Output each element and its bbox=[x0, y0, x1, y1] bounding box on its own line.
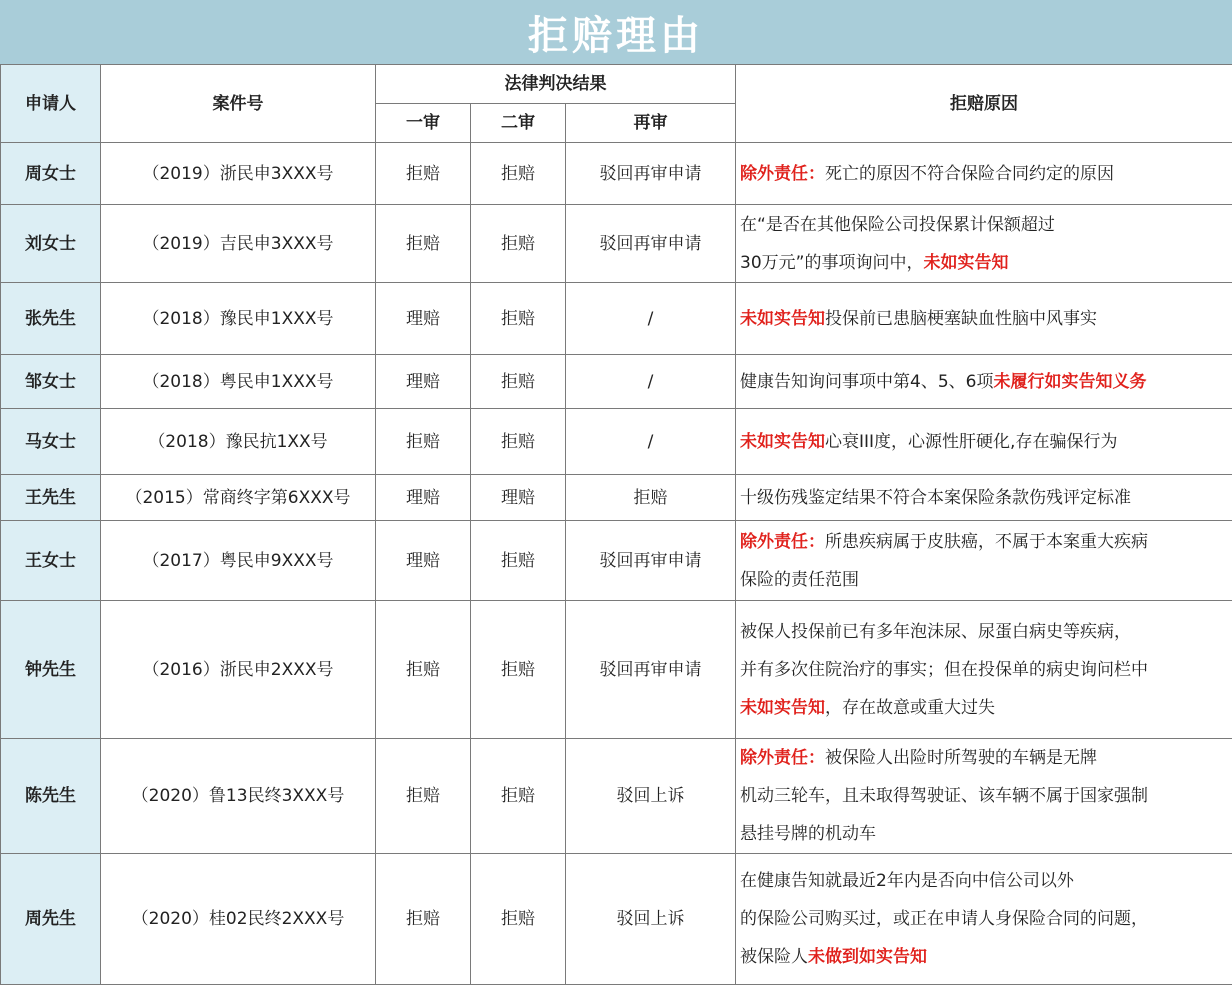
reason-highlight: 除外责任： bbox=[740, 532, 825, 552]
first-trial-cell: 理赔 bbox=[376, 475, 471, 521]
reason-text: 在“是否在其他保险公司投保累计保额超过 bbox=[740, 215, 1055, 235]
reason-text: 机动三轮车，且未取得驾驶证、该车辆不属于国家强制 bbox=[740, 786, 1148, 806]
applicant-cell: 王女士 bbox=[1, 521, 101, 601]
retrial-cell: / bbox=[566, 355, 736, 409]
retrial-cell: 驳回再审申请 bbox=[566, 143, 736, 205]
first-trial-cell: 拒赔 bbox=[376, 205, 471, 283]
table-row bbox=[1, 521, 1232, 601]
reason-highlight: 未做到如实告知 bbox=[808, 947, 927, 967]
table-row bbox=[1, 355, 1232, 409]
header-applicant: 申请人 bbox=[1, 65, 101, 143]
header-legal-result: 法律判决结果 bbox=[376, 65, 736, 104]
retrial-cell: 驳回再审申请 bbox=[566, 601, 736, 739]
first-trial-cell: 拒赔 bbox=[376, 601, 471, 739]
reason-text: 十级伤残鉴定结果不符合本案保险条款伤残评定标准 bbox=[740, 488, 1131, 508]
reason-highlight: 未如实告知 bbox=[740, 309, 825, 329]
table-row bbox=[1, 601, 1232, 739]
retrial-cell: / bbox=[566, 283, 736, 355]
applicant-cell: 王先生 bbox=[1, 475, 101, 521]
second-trial-cell: 拒赔 bbox=[471, 739, 566, 854]
reason-cell bbox=[736, 601, 1232, 739]
second-trial-cell: 拒赔 bbox=[471, 205, 566, 283]
reason-text: 投保前已患脑梗塞缺血性脑中风事实 bbox=[825, 309, 1097, 329]
reason-text: 健康告知询问事项中第4、5、6项 bbox=[740, 372, 993, 392]
table-row bbox=[1, 283, 1232, 355]
second-trial-cell: 拒赔 bbox=[471, 355, 566, 409]
retrial-cell: 拒赔 bbox=[566, 475, 736, 521]
case-number-cell: （2020）鲁13民终3XXX号 bbox=[101, 739, 376, 854]
reason-text: 保险的责任范围 bbox=[740, 570, 859, 590]
applicant-cell: 马女士 bbox=[1, 409, 101, 475]
reason-cell bbox=[736, 854, 1232, 985]
reason-text: 并有多次住院治疗的事实；但在投保单的病史询问栏中 bbox=[740, 660, 1148, 680]
reason-text: 30万元”的事项询问中， bbox=[740, 253, 923, 273]
retrial-cell: 驳回再审申请 bbox=[566, 521, 736, 601]
second-trial-cell: 理赔 bbox=[471, 475, 566, 521]
first-trial-cell: 拒赔 bbox=[376, 739, 471, 854]
applicant-cell: 陈先生 bbox=[1, 739, 101, 854]
reason-text: ，存在故意或重大过失 bbox=[825, 698, 995, 718]
reason-text: 被保险人 bbox=[740, 947, 808, 967]
reason-text: 死亡的原因不符合保险合同约定的原因 bbox=[825, 164, 1114, 184]
reason-highlight: 未履行如实告知义务 bbox=[993, 372, 1146, 392]
case-number-cell: （2019）吉民申3XXX号 bbox=[101, 205, 376, 283]
case-number-cell: （2017）粤民申9XXX号 bbox=[101, 521, 376, 601]
applicant-cell: 邹女士 bbox=[1, 355, 101, 409]
reason-highlight: 未如实告知 bbox=[923, 253, 1008, 273]
reason-text: 的保险公司购买过，或正在申请人身保险合同的问题， bbox=[740, 909, 1148, 929]
case-number-cell: （2016）浙民申2XXX号 bbox=[101, 601, 376, 739]
case-number-cell: （2020）桂02民终2XXX号 bbox=[101, 854, 376, 985]
header-second-trial: 二审 bbox=[471, 104, 566, 143]
retrial-cell: / bbox=[566, 409, 736, 475]
first-trial-cell: 理赔 bbox=[376, 355, 471, 409]
second-trial-cell: 拒赔 bbox=[471, 283, 566, 355]
header-reason: 拒赔原因 bbox=[736, 65, 1232, 143]
second-trial-cell: 拒赔 bbox=[471, 854, 566, 985]
reason-cell bbox=[736, 143, 1232, 205]
title-bar bbox=[0, 0, 1232, 64]
second-trial-cell: 拒赔 bbox=[471, 409, 566, 475]
reason-cell bbox=[736, 521, 1232, 601]
applicant-cell: 钟先生 bbox=[1, 601, 101, 739]
applicant-cell: 周女士 bbox=[1, 143, 101, 205]
first-trial-cell: 理赔 bbox=[376, 521, 471, 601]
case-number-cell: （2019）浙民申3XXX号 bbox=[101, 143, 376, 205]
first-trial-cell: 拒赔 bbox=[376, 854, 471, 985]
table-row bbox=[1, 854, 1232, 985]
first-trial-cell: 拒赔 bbox=[376, 143, 471, 205]
header-retrial: 再审 bbox=[566, 104, 736, 143]
table-row bbox=[1, 143, 1232, 205]
reason-cell bbox=[736, 475, 1232, 521]
header-first-trial: 一审 bbox=[376, 104, 471, 143]
second-trial-cell: 拒赔 bbox=[471, 143, 566, 205]
header-case-no: 案件号 bbox=[101, 65, 376, 143]
reason-text: 心衰III度，心源性肝硬化,存在骗保行为 bbox=[825, 432, 1117, 452]
retrial-cell: 驳回上诉 bbox=[566, 739, 736, 854]
claims-table bbox=[0, 64, 1232, 985]
case-number-cell: （2018）豫民申1XXX号 bbox=[101, 283, 376, 355]
case-number-cell: （2015）常商终字第6XXX号 bbox=[101, 475, 376, 521]
reason-text: 所患疾病属于皮肤癌，不属于本案重大疾病 bbox=[825, 532, 1148, 552]
reason-text: 悬挂号牌的机动车 bbox=[740, 824, 876, 844]
applicant-cell: 周先生 bbox=[1, 854, 101, 985]
reason-cell bbox=[736, 739, 1232, 854]
table-body bbox=[1, 143, 1232, 985]
case-number-cell: （2018）粤民申1XXX号 bbox=[101, 355, 376, 409]
reason-cell bbox=[736, 205, 1232, 283]
reason-text: 被保险人出险时所驾驶的车辆是无牌 bbox=[825, 748, 1097, 768]
page-title: 拒赔理由 bbox=[528, 4, 704, 61]
reason-highlight: 未如实告知 bbox=[740, 698, 825, 718]
table-row bbox=[1, 205, 1232, 283]
reason-text: 在健康告知就最近2年内是否向中信公司以外 bbox=[740, 871, 1074, 891]
retrial-cell: 驳回上诉 bbox=[566, 854, 736, 985]
second-trial-cell: 拒赔 bbox=[471, 521, 566, 601]
reason-cell bbox=[736, 355, 1232, 409]
applicant-cell: 刘女士 bbox=[1, 205, 101, 283]
applicant-cell: 张先生 bbox=[1, 283, 101, 355]
reason-cell bbox=[736, 409, 1232, 475]
reason-text: 被保人投保前已有多年泡沫尿、尿蛋白病史等疾病， bbox=[740, 622, 1131, 642]
table-row bbox=[1, 475, 1232, 521]
reason-highlight: 除外责任： bbox=[740, 164, 825, 184]
reason-highlight: 未如实告知 bbox=[740, 432, 825, 452]
reason-cell bbox=[736, 283, 1232, 355]
case-number-cell: （2018）豫民抗1XX号 bbox=[101, 409, 376, 475]
first-trial-cell: 理赔 bbox=[376, 283, 471, 355]
first-trial-cell: 拒赔 bbox=[376, 409, 471, 475]
second-trial-cell: 拒赔 bbox=[471, 601, 566, 739]
retrial-cell: 驳回再审申请 bbox=[566, 205, 736, 283]
reason-highlight: 除外责任： bbox=[740, 748, 825, 768]
table-row bbox=[1, 739, 1232, 854]
table-row bbox=[1, 409, 1232, 475]
